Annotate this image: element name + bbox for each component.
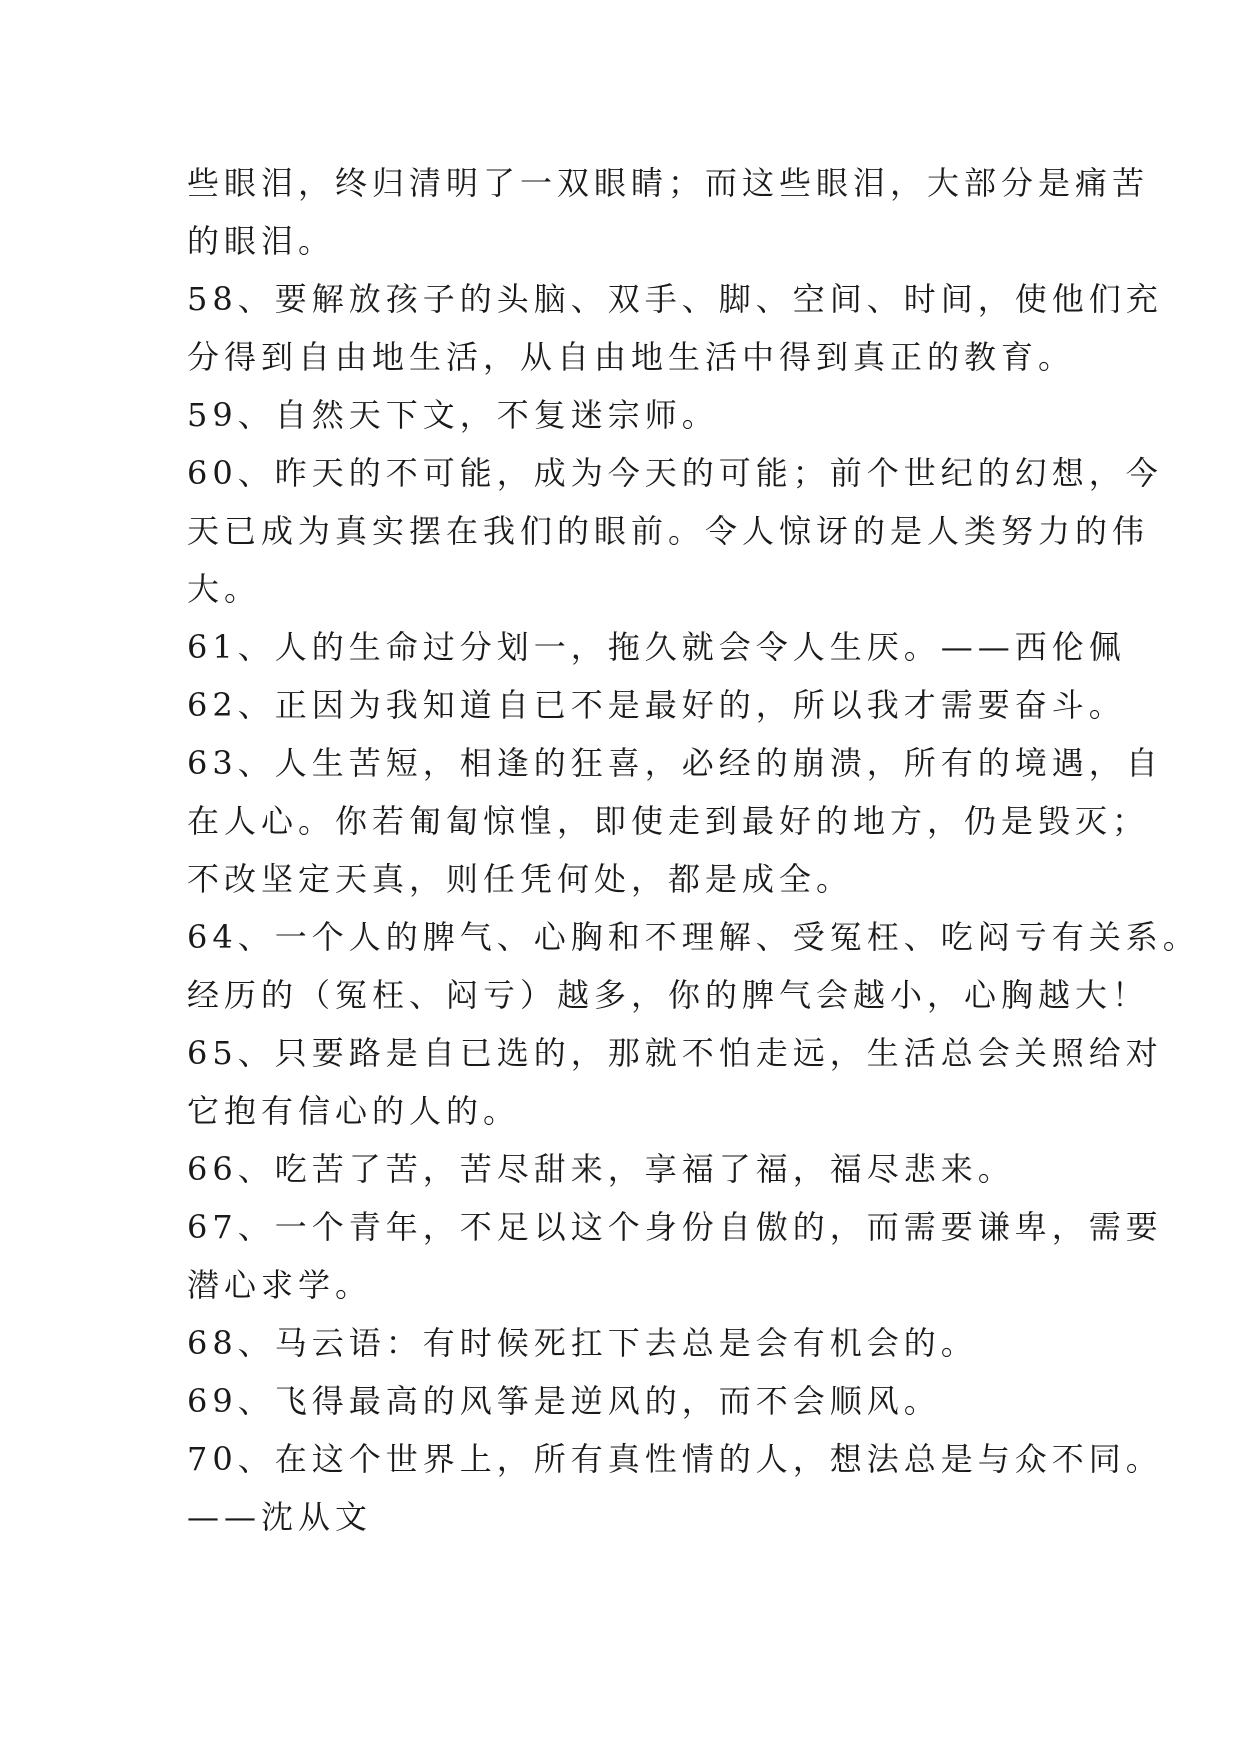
text-line: 经历的（冤枉、闷亏）越多，你的脾气会越小，心胸越大！ (187, 976, 1150, 1014)
text-line: 在人心。你若匍匐惊惶，即使走到最好的地方，仍是毁灭； (187, 802, 1150, 840)
text-line: 的眼泪。 (187, 222, 336, 260)
text-line: 66、吃苦了苦，苦尽甜来，享福了福，福尽悲来。 (187, 1150, 1015, 1188)
text-line: 62、正因为我知道自已不是最好的，所以我才需要奋斗。 (187, 686, 1126, 724)
text-line: 61、人的生命过分划一，拖久就会令人生厌。——西伦佩 (187, 628, 1126, 666)
text-line: 64、一个人的脾气、心胸和不理解、受冤枉、吃闷亏有关系。 (187, 918, 1200, 956)
text-line: 不改坚定天真，则任凭何处，都是成全。 (187, 860, 854, 898)
text-line: 59、自然天下文，不复迷宗师。 (187, 396, 719, 434)
text-line: 分得到自由地生活，从自由地生活中得到真正的教育。 (187, 338, 1076, 376)
text-line: 它抱有信心的人的。 (187, 1092, 521, 1130)
text-line: 些眼泪，终归清明了一双眼睛；而这些眼泪，大部分是痛苦 (187, 164, 1150, 202)
text-line: 70、在这个世界上，所有真性情的人，想法总是与众不同。 (187, 1440, 1163, 1478)
text-line: 潜心求学。 (187, 1266, 373, 1304)
text-line: 63、人生苦短，相逢的狂喜，必经的崩溃，所有的境遇，自 (187, 744, 1163, 782)
text-line: 67、一个青年，不足以这个身份自傲的，而需要谦卑，需要 (187, 1208, 1163, 1246)
text-line: 60、昨天的不可能，成为今天的可能；前个世纪的幻想，今 (187, 454, 1163, 492)
body-text (187, 154, 1200, 1546)
text-line: 58、要解放孩子的头脑、双手、脚、空间、时间，使他们充 (187, 280, 1163, 318)
text-line: 大。 (187, 570, 262, 608)
text-line: ——沈从文 (187, 1498, 373, 1536)
text-line: 68、马云语：有时候死扛下去总是会有机会的。 (187, 1324, 978, 1362)
text-line: 65、只要路是自已选的，那就不怕走远，生活总会关照给对 (187, 1034, 1163, 1072)
text-line: 天已成为真实摆在我们的眼前。令人惊讶的是人类努力的伟 (187, 512, 1150, 550)
text-line: 69、飞得最高的风筝是逆风的，而不会顺风。 (187, 1382, 941, 1420)
